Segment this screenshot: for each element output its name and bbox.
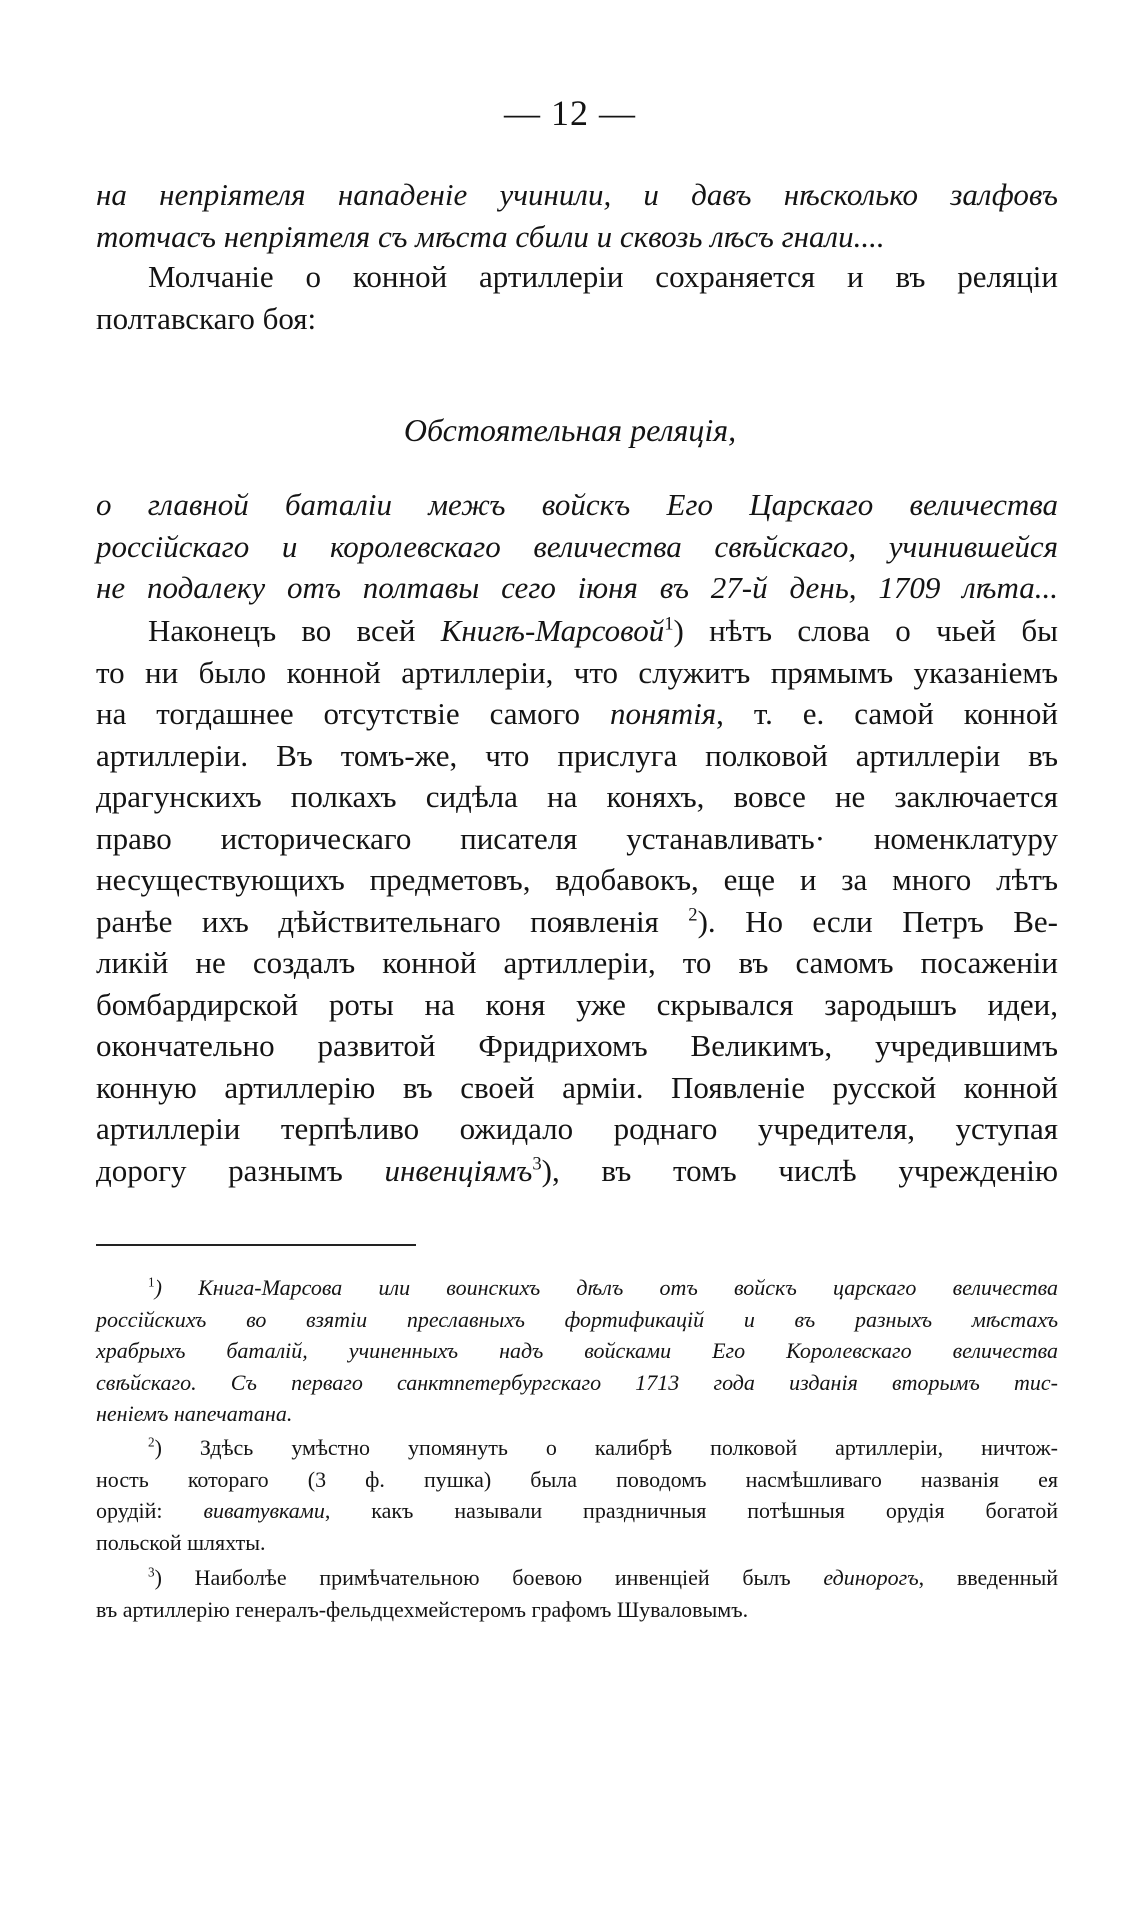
quote-line: на непріятеля нападеніе учинили, и давъ нѣсколько залфовъ — [96, 177, 1058, 212]
footnote-divider — [96, 1244, 416, 1246]
emphasis: единорогъ — [823, 1565, 919, 1590]
footnote-line: неніемъ напечатана. — [96, 1401, 293, 1426]
footnote-line: $^1$) Книга-Марсова или воинскихъ дѣлъ отъ войскъ царскаго величества — [148, 1274, 1058, 1300]
paragraph-line: дорогу разнымъ инвенціямъ$^3$), въ томъ числѣ учрежденію — [96, 1152, 1058, 1188]
footnote-line: ность котораго (3 ф. пушка) была поводомъ насмѣшливаго названія ея — [96, 1466, 1058, 1492]
paragraph-line: Наконецъ во всей Книгѣ-Марсовой$^1$) нѣтъ слова о чьей бы — [148, 613, 1058, 648]
footnote-line: свѣйскаго. Съ перваго санктпетербургскаго 1713 года изданія вторымъ тис- — [96, 1369, 1058, 1395]
emphasis: виватувками — [203, 1498, 325, 1523]
emphasis: инвенціямъ — [384, 1152, 533, 1188]
footnote-3 — [96, 1562, 1058, 1625]
paragraph-line: конную артиллерію въ своей арміи. Появленіе русской конной — [96, 1069, 1058, 1105]
footnote-ref-1[interactable]: 1 — [664, 613, 674, 635]
subtitle-line: о главной баталіи межъ войскъ Его Царскаго величества — [96, 487, 1058, 522]
subtitle-line: не подалеку отъ полтавы сего іюня въ 27-й день, 1709 лѣта... — [96, 570, 1058, 605]
footnote-line: польской шляхты. — [96, 1529, 266, 1555]
paragraph-line: несуществующихъ предметовъ, вдобавокъ, еще и за много лѣтъ — [96, 862, 1058, 897]
footnote-line: въ артиллерію генералъ-фельдцехмейстеромъ графомъ Шуваловымъ. — [96, 1596, 749, 1622]
subtitle-line: россійскаго и королевскаго величества свѣйскаго, учинившейся — [96, 528, 1058, 564]
footnote-line: $^2$) Здѣсь умѣстно упомянуть о калибрѣ полковой артиллеріи, ничтож- — [148, 1434, 1058, 1460]
paragraph-line: артиллеріи терпѣливо ожидало роднаго учредителя, уступая — [96, 1111, 1058, 1146]
footnote-marker: 1 — [148, 1274, 155, 1290]
footnote-1 — [96, 1272, 1058, 1430]
paragraph-line: драгунскихъ полкахъ сидѣла на коняхъ, вовсе не заключается — [96, 779, 1058, 814]
paragraph — [96, 256, 1058, 339]
paragraph-line: артиллеріи. Въ томъ-же, что прислуга полковой артиллеріи въ — [96, 737, 1058, 773]
footnote-marker: 2 — [148, 1434, 155, 1450]
paragraph-line: на тогдашнее отсутствіе самого понятія, т. е. самой конной — [96, 696, 1058, 731]
footnote-ref-3[interactable]: 3 — [532, 1153, 542, 1175]
emphasis: понятія — [609, 696, 717, 731]
footnote-ref-2[interactable]: 2 — [688, 904, 698, 926]
paragraph-line: окончательно развитой Фридрихомъ Великимъ, учредившимъ — [96, 1028, 1058, 1063]
footnote-2 — [96, 1432, 1058, 1558]
paragraph-line: полтавскаго боя: — [96, 300, 317, 336]
footnote-line: $^3$) Наиболѣе примѣчательною боевою инвенціей былъ единорогъ, введенный — [148, 1564, 1058, 1590]
paragraph-line: бомбардирской роты на коня уже скрывался зародышъ идеи, — [96, 986, 1058, 1022]
relation-title: Обстоятельная реляція, — [403, 412, 737, 448]
footnote-line: орудій: виватувками, какъ называли праздничныя потѣшныя орудія богатой — [96, 1498, 1059, 1523]
paragraph — [96, 610, 1058, 1191]
paragraph-line: то ни было конной артиллеріи, что служитъ прямымъ указаніемъ — [96, 654, 1058, 690]
paragraph-line: Молчаніе о конной артиллеріи сохраняется и въ реляціи — [148, 259, 1058, 294]
page-number: — 12 — — [504, 93, 636, 133]
footnote-line: храбрыхъ баталій, учиненныхъ надъ войсками Его Королевскаго величества — [96, 1338, 1058, 1363]
footnote-marker: 3 — [148, 1564, 155, 1580]
paragraph-line: право историческаго писателя устанавливать· номенклатуру — [96, 820, 1058, 856]
quote-line: тотчасъ непріятеля съ мѣста сбили и сквозь лѣсъ гнали.... — [96, 218, 885, 254]
paragraph-line: ликій не создалъ конной артиллеріи, то въ самомъ посаженіи — [96, 945, 1058, 980]
footnote-line: россійскихъ во взятіи преславныхъ фортификацій и въ разныхъ мѣстахъ — [96, 1306, 1058, 1332]
paragraph-line: ранѣе ихъ дѣйствительнаго появленія $^2$). Но если Петръ Ве- — [96, 903, 1058, 939]
quote-block — [96, 174, 1058, 257]
book-title: Книгѣ-Марсовой — [440, 613, 665, 648]
relation-subtitle — [96, 484, 1058, 609]
